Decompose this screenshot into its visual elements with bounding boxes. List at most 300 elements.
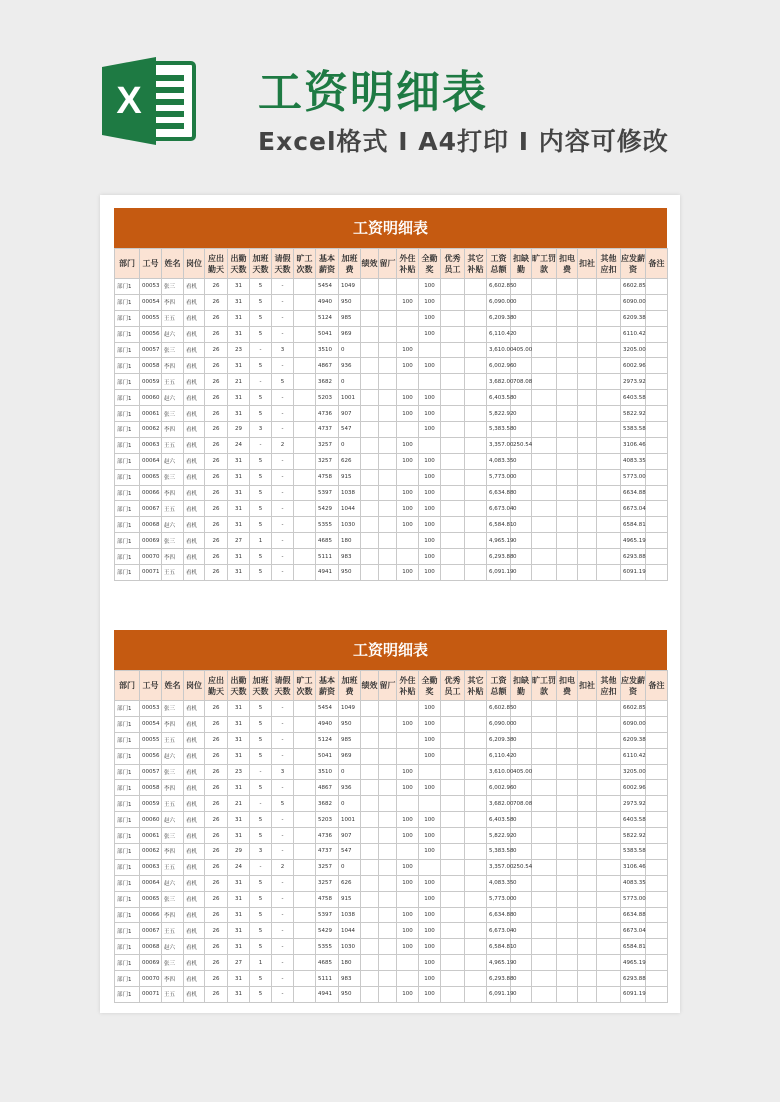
table-cell: 100	[419, 971, 441, 987]
table-cell: 950	[339, 987, 361, 1003]
table-cell: 张三	[162, 701, 184, 717]
table-cell: 部门1	[115, 987, 140, 1003]
table-cell: 26	[205, 748, 228, 764]
table-cell: 31	[228, 732, 250, 748]
table-cell: 31	[228, 907, 250, 923]
table-cell: 100	[419, 469, 441, 485]
table-cell	[465, 406, 487, 422]
table-cell: 6,673.04	[487, 501, 511, 517]
table-cell: 5	[272, 374, 294, 390]
table-cell: -	[272, 422, 294, 438]
table-cell: 部门1	[115, 875, 140, 891]
table-cell	[646, 469, 668, 485]
table-cell	[379, 549, 397, 565]
table-cell	[397, 844, 419, 860]
table-cell	[578, 716, 597, 732]
table-cell	[465, 971, 487, 987]
salary-table-1	[114, 208, 667, 581]
table-cell	[532, 517, 557, 533]
table-cell	[441, 453, 465, 469]
table-cell: 100	[419, 716, 441, 732]
table-row	[115, 279, 668, 295]
table-cell	[646, 764, 668, 780]
table-cell: -	[272, 501, 294, 517]
table-cell: 4685	[316, 955, 339, 971]
table-cell	[361, 533, 379, 549]
table-cell: 张三	[162, 342, 184, 358]
table-cell: 1001	[339, 390, 361, 406]
table-cell	[294, 485, 316, 501]
table-cell	[646, 279, 668, 295]
table-cell: 5	[250, 565, 272, 581]
table-cell: 1038	[339, 907, 361, 923]
table-cell	[294, 812, 316, 828]
table-cell	[294, 501, 316, 517]
table-cell	[441, 326, 465, 342]
table-cell	[379, 533, 397, 549]
table-cell	[646, 923, 668, 939]
table-cell	[361, 796, 379, 812]
table-cell	[294, 764, 316, 780]
table-cell: 5,773.00	[487, 891, 511, 907]
table-cell: 100	[397, 987, 419, 1003]
column-header: 其它补贴	[465, 671, 487, 701]
table-cell: 6091.19	[621, 987, 646, 1003]
table-cell	[441, 748, 465, 764]
table-cell	[532, 955, 557, 971]
header-row	[115, 249, 668, 279]
table-cell: 6209.38	[621, 732, 646, 748]
table-cell: 李四	[162, 780, 184, 796]
table-cell: 王五	[162, 859, 184, 875]
table-cell: 26	[205, 875, 228, 891]
table-cell: 31	[228, 549, 250, 565]
table-cell: 看机	[184, 891, 205, 907]
table-cell	[578, 812, 597, 828]
column-header: 请假天数	[272, 249, 294, 279]
table-cell: 3205.00	[621, 764, 646, 780]
table-cell	[532, 939, 557, 955]
table-cell: 6091.19	[621, 565, 646, 581]
table-cell	[557, 780, 578, 796]
table-cell: 26	[205, 987, 228, 1003]
table-cell	[532, 437, 557, 453]
table-cell: 100	[419, 987, 441, 1003]
table-cell: 708.08	[511, 796, 532, 812]
table-cell: 00060	[140, 812, 162, 828]
table-cell: 31	[228, 485, 250, 501]
table-cell: 6,293.88	[487, 971, 511, 987]
table-cell: 23	[228, 342, 250, 358]
table-cell	[294, 844, 316, 860]
column-header: 工号	[140, 249, 162, 279]
table-row	[115, 923, 668, 939]
table-cell	[397, 796, 419, 812]
table-cell	[441, 987, 465, 1003]
table-cell	[361, 485, 379, 501]
salary-grid	[114, 670, 668, 1003]
table-cell: 0	[511, 469, 532, 485]
table-cell	[294, 716, 316, 732]
table-cell	[361, 422, 379, 438]
table-cell	[532, 390, 557, 406]
table-cell	[361, 342, 379, 358]
table-cell: 王五	[162, 987, 184, 1003]
table-cell	[597, 732, 621, 748]
table-cell	[361, 517, 379, 533]
table-cell	[578, 987, 597, 1003]
table-cell	[557, 279, 578, 295]
table-cell: 部门1	[115, 437, 140, 453]
table-cell: 985	[339, 310, 361, 326]
table-cell: 5429	[316, 501, 339, 517]
table-cell: -	[272, 923, 294, 939]
table-cell	[532, 764, 557, 780]
table-cell	[379, 342, 397, 358]
table-cell	[578, 326, 597, 342]
table-cell: 看机	[184, 859, 205, 875]
table-cell	[646, 374, 668, 390]
table-cell: 00066	[140, 485, 162, 501]
table-cell: 0	[511, 517, 532, 533]
column-header: 绩效	[361, 249, 379, 279]
table-cell: 部门1	[115, 374, 140, 390]
table-cell: 00057	[140, 764, 162, 780]
table-cell: 看机	[184, 469, 205, 485]
table-cell: 5	[250, 549, 272, 565]
table-cell	[578, 517, 597, 533]
table-cell	[465, 342, 487, 358]
table-cell	[465, 939, 487, 955]
table-cell: 赵六	[162, 812, 184, 828]
table-cell: 100	[419, 279, 441, 295]
table-cell: 4940	[316, 716, 339, 732]
column-header: 备注	[646, 671, 668, 701]
table-cell: 4941	[316, 565, 339, 581]
table-cell: 0	[511, 358, 532, 374]
table-cell	[646, 501, 668, 517]
table-cell: 看机	[184, 501, 205, 517]
table-cell	[465, 437, 487, 453]
table-cell: 5,773.00	[487, 469, 511, 485]
table-cell: 00062	[140, 422, 162, 438]
table-cell	[294, 565, 316, 581]
table-cell	[597, 701, 621, 717]
table-cell: 5203	[316, 812, 339, 828]
table-cell	[361, 764, 379, 780]
table-cell: 李四	[162, 907, 184, 923]
table-cell: 看机	[184, 294, 205, 310]
table-cell	[419, 374, 441, 390]
table-cell: 李四	[162, 971, 184, 987]
table-cell: 00061	[140, 406, 162, 422]
table-cell: 0	[511, 780, 532, 796]
table-cell: -	[250, 437, 272, 453]
table-cell: 部门1	[115, 326, 140, 342]
table-cell	[557, 716, 578, 732]
table-cell: 0	[511, 310, 532, 326]
table-cell: -	[272, 716, 294, 732]
table-cell	[578, 565, 597, 581]
table-cell: 3205.00	[621, 342, 646, 358]
table-cell: -	[272, 732, 294, 748]
table-cell	[465, 828, 487, 844]
table-cell: 部门1	[115, 294, 140, 310]
table-cell: 00065	[140, 891, 162, 907]
table-cell: 3	[272, 764, 294, 780]
table-cell: 5	[250, 907, 272, 923]
table-cell: 0	[511, 485, 532, 501]
table-cell	[646, 390, 668, 406]
table-cell: 00063	[140, 437, 162, 453]
column-header: 其他应扣	[597, 249, 621, 279]
table-cell: -	[272, 517, 294, 533]
table-cell: 26	[205, 764, 228, 780]
column-header: 其它补贴	[465, 249, 487, 279]
table-cell: 00057	[140, 342, 162, 358]
table-row	[115, 517, 668, 533]
table-cell: 4758	[316, 469, 339, 485]
table-row	[115, 701, 668, 717]
table-cell: 看机	[184, 748, 205, 764]
table-cell: 915	[339, 469, 361, 485]
table-cell: 26	[205, 342, 228, 358]
table-cell: 31	[228, 326, 250, 342]
table-cell	[578, 844, 597, 860]
table-cell: -	[250, 342, 272, 358]
table-cell	[397, 469, 419, 485]
table-cell	[294, 859, 316, 875]
table-cell: 100	[397, 716, 419, 732]
table-row	[115, 549, 668, 565]
table-cell	[397, 533, 419, 549]
table-cell	[441, 406, 465, 422]
table-cell	[379, 390, 397, 406]
table-cell	[597, 294, 621, 310]
table-cell	[465, 326, 487, 342]
table-cell	[465, 812, 487, 828]
table-cell	[441, 358, 465, 374]
table-cell	[597, 422, 621, 438]
table-cell	[294, 971, 316, 987]
table-cell	[597, 796, 621, 812]
table-cell	[361, 437, 379, 453]
table-cell: 6,634.88	[487, 485, 511, 501]
table-cell	[597, 374, 621, 390]
table-cell	[441, 549, 465, 565]
table-cell	[294, 310, 316, 326]
table-cell	[397, 549, 419, 565]
table-cell: -	[272, 469, 294, 485]
table-cell	[578, 955, 597, 971]
table-cell	[441, 859, 465, 875]
table-cell: 2973.92	[621, 374, 646, 390]
table-cell	[578, 923, 597, 939]
table-cell: 969	[339, 326, 361, 342]
table-cell: 31	[228, 358, 250, 374]
table-cell	[397, 701, 419, 717]
table-cell	[532, 469, 557, 485]
table-cell: 31	[228, 987, 250, 1003]
table-cell: 3510	[316, 764, 339, 780]
table-cell	[532, 844, 557, 860]
table-cell	[597, 923, 621, 939]
table-cell	[361, 310, 379, 326]
table-cell: 部门1	[115, 406, 140, 422]
table-cell	[294, 939, 316, 955]
table-cell: 5397	[316, 485, 339, 501]
table-cell	[441, 828, 465, 844]
table-cell	[361, 923, 379, 939]
table-cell: 王五	[162, 796, 184, 812]
table-cell: 1001	[339, 812, 361, 828]
table-body	[115, 279, 668, 581]
table-cell	[397, 955, 419, 971]
table-cell	[419, 437, 441, 453]
table-cell: 李四	[162, 844, 184, 860]
table-cell: 4,965.19	[487, 533, 511, 549]
table-cell: 31	[228, 780, 250, 796]
table-cell: 26	[205, 907, 228, 923]
table-row	[115, 875, 668, 891]
table-cell: 100	[419, 828, 441, 844]
column-header: 旷工次数	[294, 671, 316, 701]
table-cell: 100	[419, 533, 441, 549]
column-header: 应出勤天	[205, 671, 228, 701]
table-cell: 00058	[140, 780, 162, 796]
table-cell: 5	[250, 939, 272, 955]
table-cell: 看机	[184, 732, 205, 748]
table-cell	[379, 485, 397, 501]
table-cell: 6634.88	[621, 485, 646, 501]
table-cell: 31	[228, 501, 250, 517]
column-header: 应出勤天	[205, 249, 228, 279]
column-header: 留厂	[379, 671, 397, 701]
table-cell	[397, 374, 419, 390]
table-body	[115, 701, 668, 1003]
table-cell: 部门1	[115, 732, 140, 748]
table-row	[115, 987, 668, 1003]
table-cell	[441, 294, 465, 310]
column-header: 优秀员工	[441, 249, 465, 279]
table-cell	[557, 437, 578, 453]
table-cell: 100	[419, 294, 441, 310]
table-cell	[441, 955, 465, 971]
table-cell: 3510	[316, 342, 339, 358]
table-row	[115, 907, 668, 923]
table-cell: 看机	[184, 716, 205, 732]
table-cell: 看机	[184, 326, 205, 342]
table-cell: 看机	[184, 764, 205, 780]
table-cell	[557, 891, 578, 907]
table-cell	[597, 907, 621, 923]
table-cell	[361, 907, 379, 923]
table-cell	[379, 812, 397, 828]
table-cell: 4965.19	[621, 955, 646, 971]
table-cell	[578, 453, 597, 469]
table-cell: 1049	[339, 279, 361, 295]
table-cell	[532, 310, 557, 326]
table-cell: 26	[205, 533, 228, 549]
table-cell	[379, 501, 397, 517]
column-header: 岗位	[184, 671, 205, 701]
table-cell: 2973.92	[621, 796, 646, 812]
table-cell	[397, 971, 419, 987]
table-cell	[646, 453, 668, 469]
table-cell	[532, 406, 557, 422]
table-cell: 950	[339, 716, 361, 732]
table-cell: 看机	[184, 406, 205, 422]
table-cell	[379, 844, 397, 860]
table-cell: 李四	[162, 294, 184, 310]
table-cell	[532, 923, 557, 939]
table-cell	[557, 485, 578, 501]
table-cell	[465, 732, 487, 748]
column-header: 请假天数	[272, 671, 294, 701]
table-cell: 5,383.58	[487, 422, 511, 438]
table-cell: -	[272, 279, 294, 295]
table-cell: 100	[397, 437, 419, 453]
table-row	[115, 716, 668, 732]
table-cell: 100	[419, 549, 441, 565]
table-cell: 250.54	[511, 859, 532, 875]
table-cell	[361, 987, 379, 1003]
table-cell: 26	[205, 796, 228, 812]
table-cell: 250.54	[511, 437, 532, 453]
table-cell: 看机	[184, 279, 205, 295]
table-cell: 100	[397, 923, 419, 939]
table-cell	[557, 859, 578, 875]
table-cell	[532, 891, 557, 907]
table-cell: 26	[205, 358, 228, 374]
table-cell: 983	[339, 971, 361, 987]
table-cell: 看机	[184, 374, 205, 390]
table-cell	[294, 469, 316, 485]
table-cell	[578, 939, 597, 955]
table-cell	[465, 485, 487, 501]
table-cell: -	[272, 812, 294, 828]
table-cell	[361, 748, 379, 764]
table-cell: 950	[339, 294, 361, 310]
table-cell: 31	[228, 453, 250, 469]
table-cell	[557, 875, 578, 891]
table-cell: 100	[397, 406, 419, 422]
table-cell: 31	[228, 875, 250, 891]
table-cell: 4,965.19	[487, 955, 511, 971]
table-cell	[532, 971, 557, 987]
table-cell	[646, 406, 668, 422]
table-cell	[557, 955, 578, 971]
table-cell	[646, 533, 668, 549]
table-cell	[532, 326, 557, 342]
table-cell: 100	[419, 326, 441, 342]
table-cell: 6,090.00	[487, 716, 511, 732]
table-cell: 部门1	[115, 422, 140, 438]
column-header: 加班费	[339, 249, 361, 279]
table-cell: 26	[205, 326, 228, 342]
table-cell: 0	[511, 955, 532, 971]
table-cell	[465, 796, 487, 812]
table-cell	[419, 796, 441, 812]
table-cell	[379, 358, 397, 374]
table-cell	[294, 533, 316, 549]
table-cell	[361, 390, 379, 406]
table-row	[115, 533, 668, 549]
table-cell	[441, 437, 465, 453]
table-cell: 部门1	[115, 501, 140, 517]
table-row	[115, 469, 668, 485]
table-cell	[361, 374, 379, 390]
